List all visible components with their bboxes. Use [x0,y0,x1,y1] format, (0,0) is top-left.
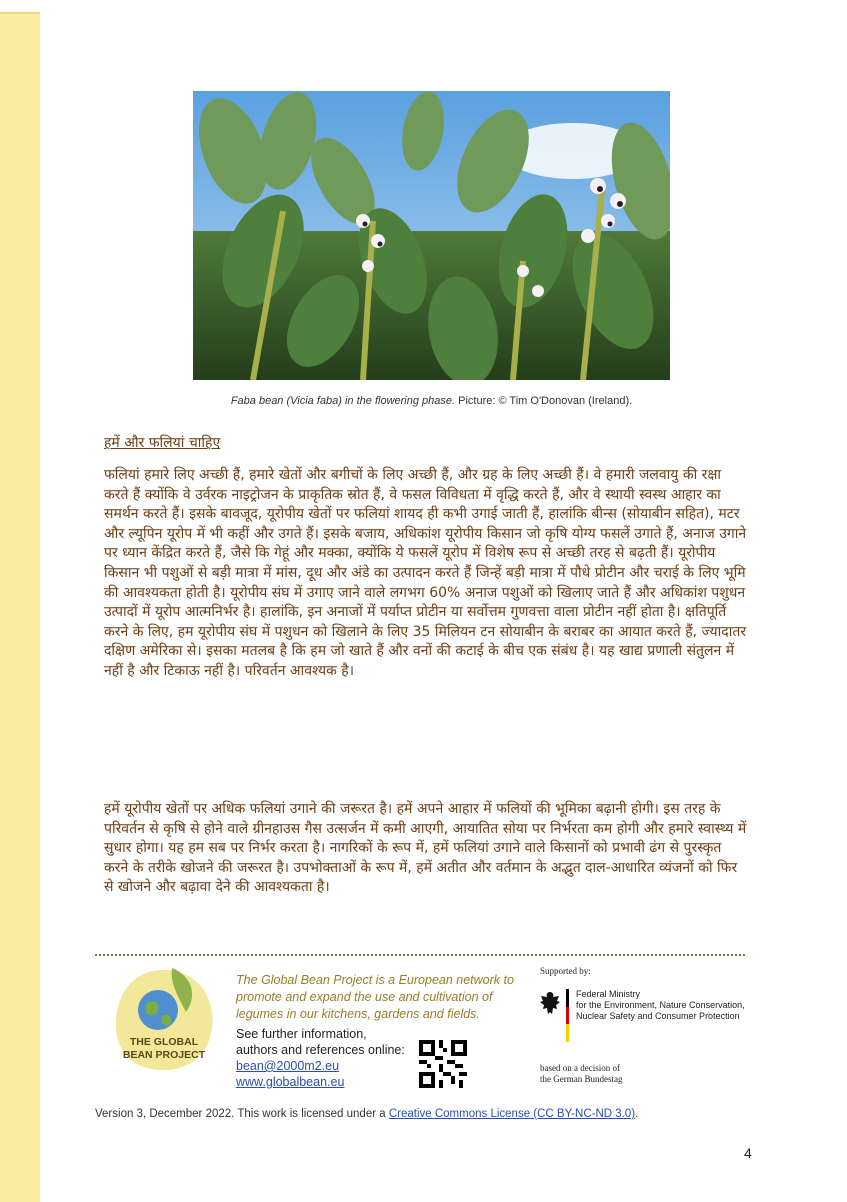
global-bean-project-logo [112,966,216,1074]
german-flag-bar [566,989,569,1042]
faba-bean-photo [193,91,670,380]
further-info-block [236,1026,406,1090]
bundestag-note [540,1063,700,1085]
ministry-line-3: Nuclear Safety and Consumer Protection [576,1011,740,1021]
version-end: . [635,1108,639,1120]
footer-divider [95,954,745,956]
ministry-name [576,989,746,1022]
bundestag-line-2: the German Bundestag [540,1074,623,1084]
federal-eagle-icon [539,990,561,1018]
side-stripe [0,12,40,1202]
ministry-line-2: for the Environment, Nature Conservation, [576,1000,745,1010]
logo-line-2: BEAN PROJECT [122,1049,206,1061]
body-paragraph-2: हमें यूरोपीय खेतों पर अधिक फलियां उगाने की जरूरत है। हमें अपने आहार में फलियों की भूमिका बढ़ानी होगी। इस तरह के परिवर्तन से कृषि से होने वाले ग्रीनहाउस गैस उत्सर्जन में कमी आएगी, आयातित सोया पर निर्भरता कम होगी और हमारे स्वास्थ्य में सुधार होगा। यह हम सब पर निर्भर करता है। नागरिकों के रूप में, हमें फलियां उगाने वाले किसानों को प्रभावी ढंग से पुरस्कृत करने के तरीके खोजने की जरूरत है। उपभोक्ताओं के रूप में, हमें अतीत और वर्तमान के अद्भुत दाल-आधारित व्यंजनों को फिर से खोजने और बढ़ावा देने की आवश्यकता है। [104,801,747,896]
caption-credit: Picture: © Tim O'Donovan (Ireland). [455,395,633,407]
logo-line-1: THE GLOBAL [129,1036,199,1048]
photo-caption [193,395,670,407]
qr-code-icon[interactable] [419,1040,467,1088]
further-info-text: See further information, authors and references online: [236,1027,405,1057]
license-link[interactable]: Creative Commons License (CC BY-NC-ND 3.0) [388,1108,636,1120]
caption-italic-end: ) in the flowering phase. [338,395,456,407]
version-text: Version 3, December 2022. This work is licensed under a [95,1108,389,1120]
section-heading: हमें और फलियां चाहिए [104,435,221,451]
ministry-line-1: Federal Ministry [576,989,641,999]
caption-italic-start: Faba bean ( [230,395,291,407]
body-paragraph-1: फलियां हमारे लिए अच्छी हैं, हमारे खेतों और बगीचों के लिए अच्छी हैं, और ग्रह के लिए अच्छी हैं। वे हमारी जलवायु की रक्षा करते हैं क्योंकि वे उर्वरक नाइट्रोजन के प्राकृतिक स्रोत हैं, वे फसल विविधता में वृद्धि करते हैं, और वे स्थायी स्वस्थ आहार का समर्थन करते हैं। इसके बावजूद, यूरोपीय खेतों पर फलियां शायद ही कभी उगाई जाती हैं, हालांकि बीन्स (सोयाबीन सहित), मटर और ल्यूपिन यूरोप में भी कहीं और उगते हैं। इसके बजाय, अधिकांश यूरोपीय किसान जो कृषि योग्य फसलें उगाते हैं, अनाज उगाने पर ध्यान केंद्रित करते हैं, जैसे कि गेहूं और मक्का, क्योंकि ये फसलें यूरोप में विशेष रूप से अच्छी तरह से बढ़ती हैं। यूरोपीय किसान भी पशुओं से बड़ी मात्रा में मांस, दूध और अंडे का उत्पादन करते हैं जिन्हें बड़ी मात्रा में पौधे प्रोटीन और चराई के लिए भूमि की आवश्यकता होती है। यूरोपीय संघ में उगाए जाने वाले लगभग 60% अनाज पशुओं को खिलाए जाते हैं और अधिकांश पशुधन उत्पादों में यूरोप आत्मनिर्भर है। हालांकि, इन अनाजों में पर्याप्त प्रोटीन या सर्वोत्तम गुणवत्ता वाला प्रोटीन नहीं होता है। क्षतिपूर्ति करने के लिए, हम यूरोपीय संघ में पशुधन को खिलाने के लिए 35 मिलियन टन सोयाबीन के बराबर का आयात करते हैं, ज्यादातर दक्षिण अमेरिका से। इसका मतलब है कि हम जो खाते हैं और वनों की कटाई के बीच एक संबंध है। यह खाद्य प्रणाली संतुलन में नहीं है और टिकाऊ नहीं है। परिवर्तन आवश्यक है। [104,467,747,679]
supported-by-label: Supported by: [540,966,591,976]
website-link[interactable]: www.globalbean.eu [236,1075,345,1089]
version-license-line [95,1108,638,1120]
logo-text [112,1036,216,1062]
project-tagline: The Global Bean Project is a European network to promote and expand the use and cultivation of legumes in our kitchens, gardens and fields. [236,973,514,1021]
bundestag-line-1: based on a decision of [540,1063,620,1073]
email-link[interactable]: bean@2000m2.eu [236,1059,340,1073]
caption-species: Vicia faba [290,395,339,407]
page-number: 4 [744,1145,752,1161]
